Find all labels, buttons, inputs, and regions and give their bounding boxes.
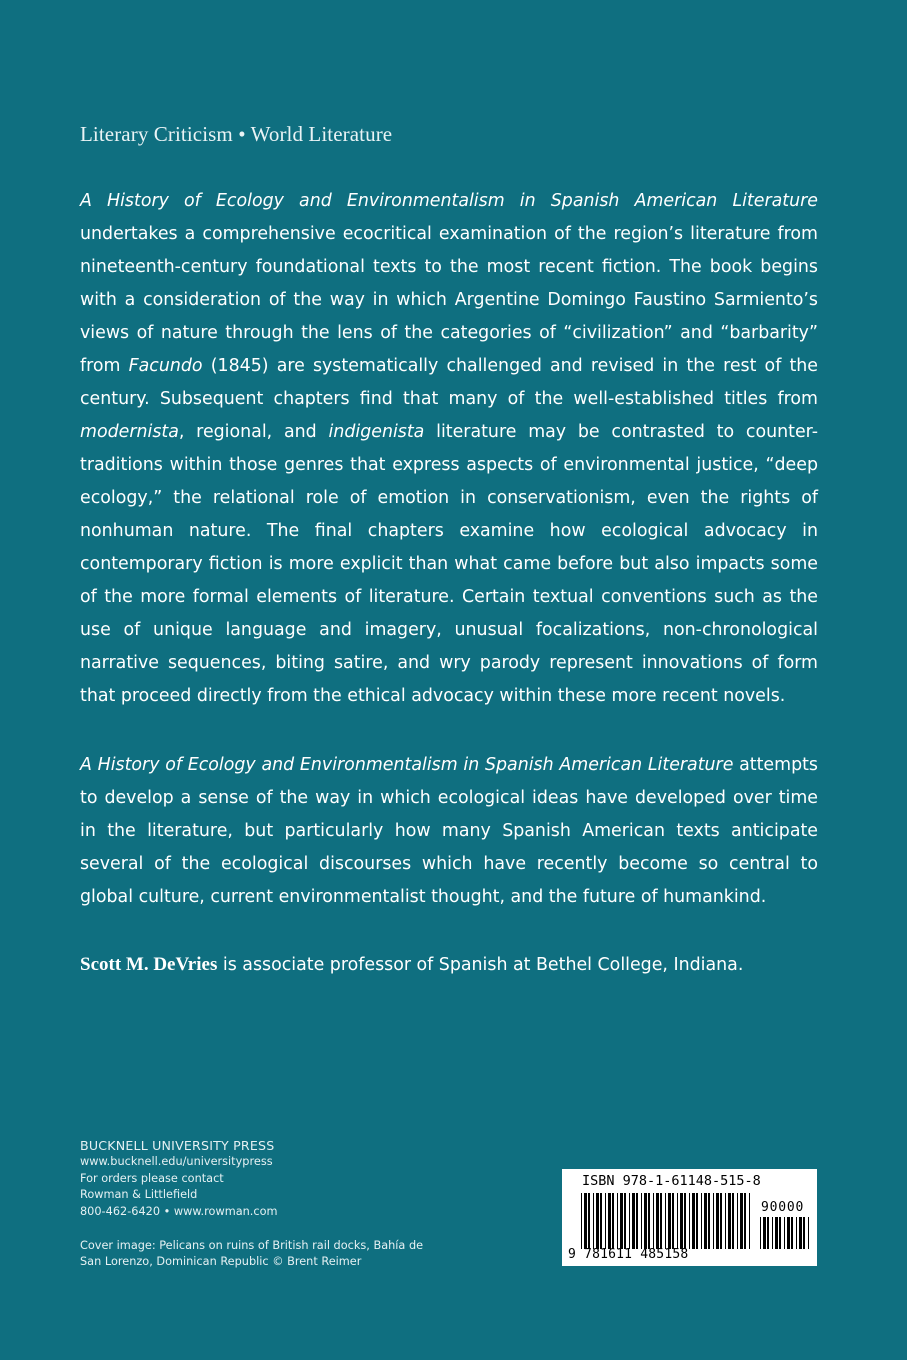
barcode-bar bbox=[720, 1193, 722, 1249]
barcode-bar bbox=[796, 1217, 797, 1249]
author-name: Scott M. DeVries bbox=[80, 954, 218, 975]
barcode-digits: 9 781611 485158 bbox=[568, 1247, 689, 1262]
barcode-bar bbox=[708, 1193, 710, 1249]
barcode-bar bbox=[784, 1217, 785, 1249]
barcode-bar bbox=[779, 1217, 781, 1249]
description-paragraph-2 bbox=[80, 749, 818, 914]
barcode-bar bbox=[644, 1193, 647, 1249]
barcode-bar bbox=[668, 1193, 671, 1249]
barcode-bar bbox=[632, 1193, 635, 1249]
distributor-name: Rowman & Littlefield bbox=[80, 1188, 198, 1202]
barcode-bar bbox=[584, 1193, 587, 1249]
author-bio-text: is associate professor of Spanish at Bethel College, Indiana. bbox=[217, 955, 744, 975]
description-text: undertakes a comprehensive ecocritical examination of the region’s literature from nineteenth-century foundational texts to the most recent fiction. The book begins with a consideration of the way in which Argentine Domingo Faustino Sarmiento’s views of nature through the lens of the categories of “civilization” and “barbarity” from bbox=[80, 224, 818, 376]
barcode-bar bbox=[775, 1217, 778, 1249]
barcode-bar bbox=[808, 1217, 809, 1249]
barcode-bar bbox=[665, 1193, 666, 1249]
description-text: , regional, and bbox=[178, 422, 329, 442]
barcode-bar bbox=[624, 1193, 626, 1249]
barcode-bar bbox=[692, 1193, 695, 1249]
barcode-bar bbox=[689, 1193, 690, 1249]
distributor-contact: 800-462-6420 • www.rowman.com bbox=[80, 1204, 278, 1218]
barcode-bar bbox=[593, 1193, 594, 1249]
barcode-bar bbox=[629, 1193, 630, 1249]
barcode-bar bbox=[737, 1193, 738, 1249]
description-text: attempts to develop a sense of the way in which ecological ideas have developed over time in the literature, but particularly how many Spanish American texts anticipate several of the ecological discourses which have recently become so central to global culture, current environmentalist thought, and the future of humankind. bbox=[80, 755, 818, 907]
barcode-bar bbox=[701, 1193, 702, 1249]
barcode-bar bbox=[636, 1193, 638, 1249]
barcode-bar bbox=[732, 1193, 734, 1249]
barcode-bar bbox=[725, 1193, 726, 1249]
barcode-bar bbox=[660, 1193, 662, 1249]
price-code: 90000 bbox=[761, 1200, 805, 1215]
barcode-bar bbox=[684, 1193, 686, 1249]
publisher-block bbox=[80, 1138, 278, 1220]
barcode-bar bbox=[740, 1193, 743, 1249]
barcode-bar bbox=[772, 1217, 773, 1249]
italic-indigenista: indigenista bbox=[328, 422, 425, 442]
barcode-bar bbox=[588, 1193, 590, 1249]
barcode-bar bbox=[763, 1217, 766, 1249]
italic-facundo: Facundo bbox=[128, 356, 203, 376]
barcode-bar bbox=[728, 1193, 731, 1249]
barcode-bar bbox=[596, 1193, 599, 1249]
italic-modernista: modernista bbox=[80, 422, 179, 442]
author-bio bbox=[80, 948, 840, 982]
description-paragraph-1 bbox=[80, 185, 818, 713]
barcode-bar bbox=[680, 1193, 683, 1249]
barcode-bar bbox=[641, 1193, 642, 1249]
barcode-bar bbox=[605, 1193, 606, 1249]
barcode-bar bbox=[713, 1193, 714, 1249]
barcode-bar bbox=[716, 1193, 719, 1249]
barcode-bar bbox=[617, 1193, 618, 1249]
isbn-barcode bbox=[562, 1169, 817, 1266]
barcode-bar bbox=[608, 1193, 611, 1249]
barcode-bar bbox=[653, 1193, 654, 1249]
barcode-bar bbox=[656, 1193, 659, 1249]
barcode-bar bbox=[696, 1193, 698, 1249]
barcode-bar bbox=[799, 1217, 802, 1249]
book-title-italic: A History of Ecology and Environmentalism in Spanish American Literature bbox=[80, 191, 818, 211]
barcode-bar bbox=[760, 1217, 761, 1249]
description-text: literature may be contrasted to counter-traditions within those genres that express aspects of environmental justice, “deep ecology,” the relational role of emotion in conservationism, even the rights of nonhuman nature. The final chapters examine how ecological advocacy in contemporary fiction is more explicit than what came before but also impacts some of the more formal elements of literature. Certain textual conventions such as the use of unique language and imagery, unusual focalizations, non-chronological narrative sequences, biting satire, and wry parody represent innovations of form that proceed directly from the ethical advocacy within these more recent novels. bbox=[80, 422, 818, 706]
book-title-italic: A History of Ecology and Environmentalism in Spanish American Literature bbox=[80, 755, 734, 775]
barcode-bar bbox=[803, 1217, 805, 1249]
barcode-bar bbox=[620, 1193, 623, 1249]
publisher-name: BUCKNELL UNIVERSITY PRESS bbox=[80, 1138, 275, 1153]
barcode-bar bbox=[581, 1193, 582, 1249]
category-line: Literary Criticism • World Literature bbox=[80, 122, 393, 146]
barcode-bar bbox=[767, 1217, 769, 1249]
barcode-bar bbox=[787, 1217, 790, 1249]
barcode-bar bbox=[791, 1217, 793, 1249]
description-text: (1845) are systematically challenged and revised in the rest of the century. Subsequent chapters find that many of the well-established titles from bbox=[80, 356, 819, 409]
barcode-bar bbox=[648, 1193, 650, 1249]
orders-line: For orders please contact bbox=[80, 1171, 224, 1185]
barcode-bar bbox=[677, 1193, 678, 1249]
barcode-bar bbox=[612, 1193, 614, 1249]
barcode-bar bbox=[672, 1193, 674, 1249]
barcode-bar bbox=[749, 1193, 750, 1249]
publisher-url: www.bucknell.edu/universitypress bbox=[80, 1155, 273, 1169]
barcode-bar bbox=[704, 1193, 707, 1249]
cover-image-credit: Cover image: Pelicans on ruins of British rail docks, Bahía de San Lorenzo, Dominican Republic © Brent Reimer bbox=[80, 1239, 424, 1269]
barcode-bar bbox=[600, 1193, 602, 1249]
barcode-bar bbox=[744, 1193, 746, 1249]
isbn-label: ISBN 978-1-61148-515-8 bbox=[582, 1173, 761, 1189]
